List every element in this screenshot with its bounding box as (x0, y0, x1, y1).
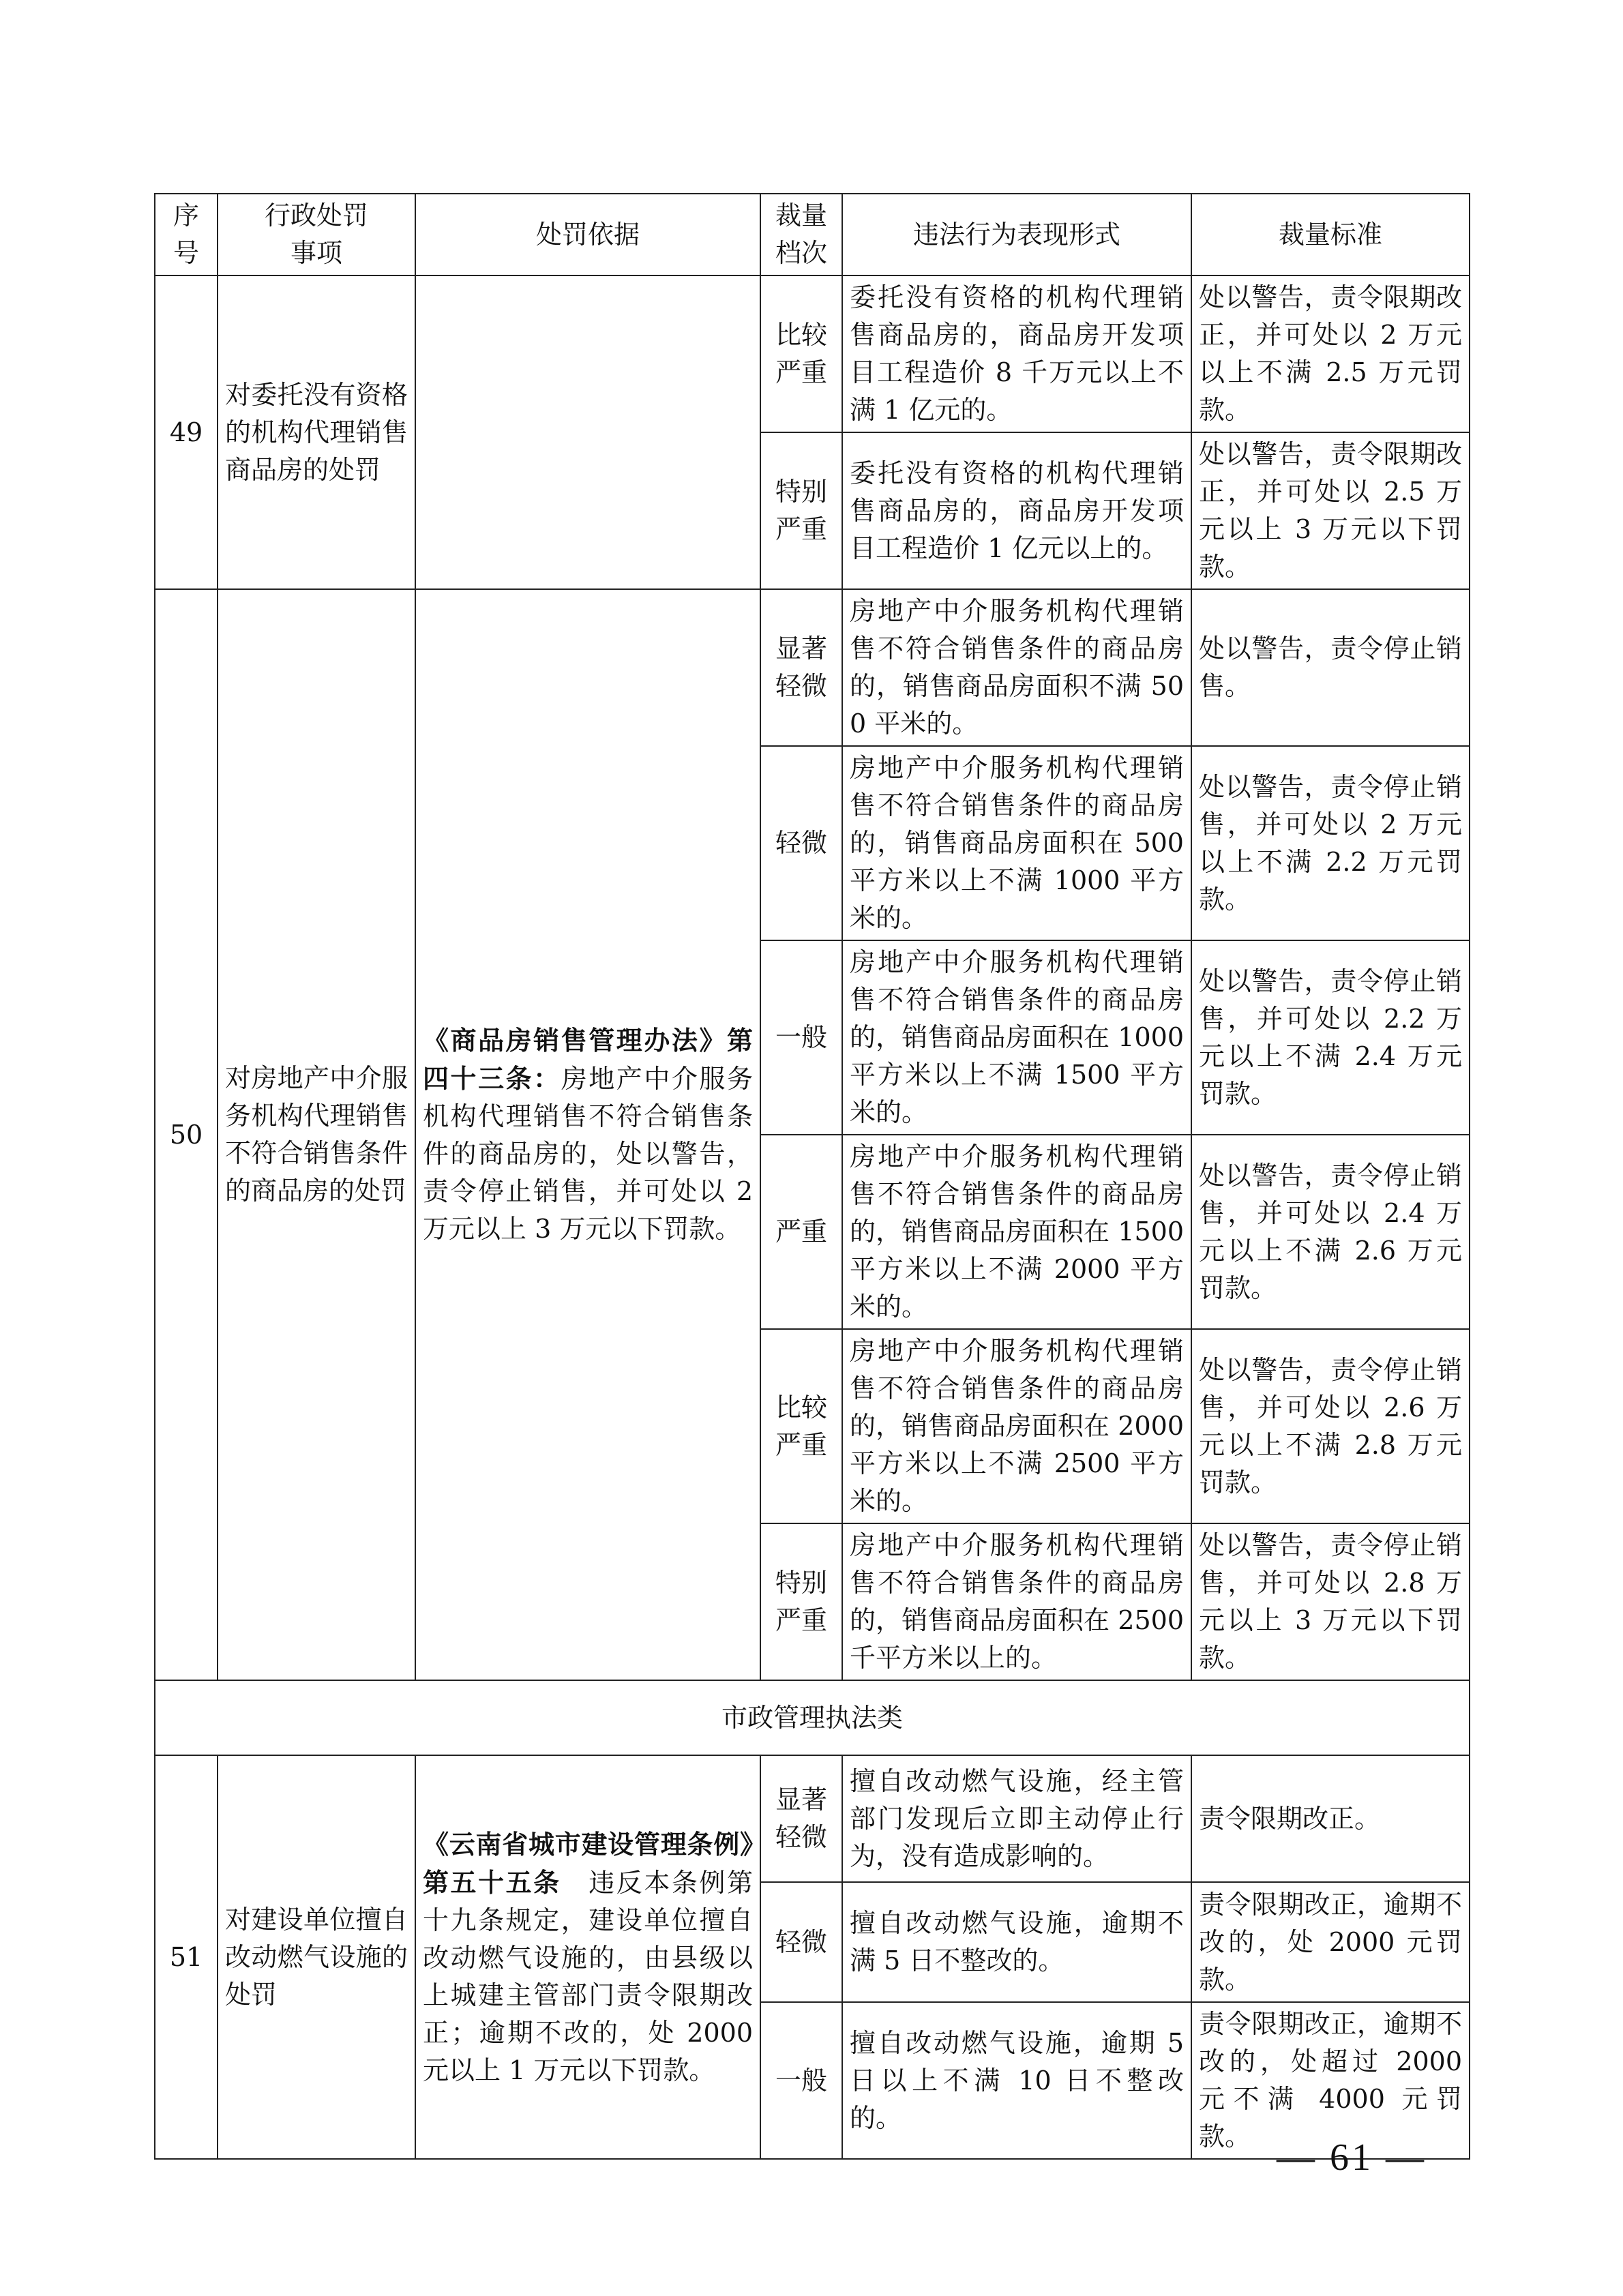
row-standard: 责令限期改正。 (1191, 1755, 1470, 1882)
row-level: 一般 (760, 2002, 842, 2159)
row-standard: 处以警告，责令停止销售，并可处以 2.6 万元以上不满 2.8 万元罚款。 (1191, 1329, 1470, 1523)
row-behavior: 房地产中介服务机构代理销售不符合销售条件的商品房的，销售商品房面积在 500 平方米以上不满 1000 平方米的。 (842, 746, 1191, 940)
row-item: 对委托没有资格的机构代理销售商品房的处罚 (218, 275, 415, 589)
row-level: 比较严重 (760, 275, 842, 432)
row-behavior: 房地产中介服务机构代理销售不符合销售条件的商品房的，销售商品房面积在 1000 平方米以上不满 1500 平方米的。 (842, 940, 1191, 1135)
row-level: 轻微 (760, 746, 842, 940)
row-behavior: 委托没有资格的机构代理销售商品房的，商品房开发项目工程造价 8 千万元以上不满 1 亿元的。 (842, 275, 1191, 432)
row-standard: 处以警告，责令停止销售，并可处以 2.4 万元以上不满 2.6 万元罚款。 (1191, 1135, 1470, 1329)
row-no: 50 (155, 589, 218, 1680)
row-behavior: 房地产中介服务机构代理销售不符合销售条件的商品房的，销售商品房面积在 2500 千平方米以上的。 (842, 1523, 1191, 1680)
basis-text: 房地产中介服务机构代理销售不符合销售条件的商品房的，处以警告，责令停止销售，并可处以 2 万元以上 3 万元以下罚款。 (423, 1064, 753, 1244)
header-standard: 裁量标准 (1191, 194, 1470, 275)
row-standard: 处以警告，责令停止销售，并可处以 2 万元以上不满 2.2 万元罚款。 (1191, 746, 1470, 940)
row-behavior: 擅自改动燃气设施，逾期 5 日以上不满 10 日不整改的。 (842, 2002, 1191, 2159)
table-row (155, 275, 1470, 432)
row-standard: 责令限期改正，逾期不改的，处超过 2000 元不满 4000 元罚款。 (1191, 2002, 1470, 2159)
row-behavior: 擅自改动燃气设施，逾期不满 5 日不整改的。 (842, 1882, 1191, 2002)
table-row (155, 589, 1470, 746)
basis-text: 违反本条例第十九条规定，建设单位擅自改动燃气设施的，由县级以上城建主管部门责令限期改正；逾期不改的，处 2000 元以上 1 万元以下罚款。 (423, 1867, 753, 2085)
row-standard: 处以警告，责令限期改正，并可处以 2.5 万元以上 3 万元以下罚款。 (1191, 432, 1470, 589)
row-level: 显著轻微 (760, 589, 842, 746)
section-row (155, 1680, 1470, 1755)
row-level: 比较严重 (760, 1329, 842, 1523)
row-standard: 处以警告，责令停止销售，并可处以 2.8 万元以上 3 万元以下罚款。 (1191, 1523, 1470, 1680)
row-standard: 责令限期改正，逾期不改的，处 2000 元罚款。 (1191, 1882, 1470, 2002)
section-title: 市政管理执法类 (155, 1680, 1470, 1755)
row-basis (415, 275, 760, 589)
row-level: 显著轻微 (760, 1755, 842, 1882)
basis-title: 《云南省城市建设管理条例》第五十五条 (423, 1828, 753, 1898)
row-standard: 处以警告，责令停止销售，并可处以 2.2 万元以上不满 2.4 万元罚款。 (1191, 940, 1470, 1135)
basis-title: 《商品房销售管理办法》第四十三条： (423, 1025, 753, 1094)
row-behavior: 委托没有资格的机构代理销售商品房的，商品房开发项目工程造价 1 亿元以上的。 (842, 432, 1191, 589)
row-behavior: 房地产中介服务机构代理销售不符合销售条件的商品房的，销售商品房面积在 2000 平方米以上不满 2500 平方米的。 (842, 1329, 1191, 1523)
row-item: 对建设单位擅自改动燃气设施的处罚 (218, 1755, 415, 2159)
row-no: 49 (155, 275, 218, 589)
row-basis (415, 589, 760, 1680)
row-behavior: 擅自改动燃气设施，经主管部门发现后立即主动停止行为，没有造成影响的。 (842, 1755, 1191, 1882)
penalty-table (154, 193, 1470, 2160)
row-level: 特别严重 (760, 1523, 842, 1680)
row-level: 一般 (760, 940, 842, 1135)
table-header-row (155, 194, 1470, 275)
row-no: 51 (155, 1755, 218, 2159)
row-level: 特别严重 (760, 432, 842, 589)
row-item: 对房地产中介服务机构代理销售不符合销售条件的商品房的处罚 (218, 589, 415, 1680)
row-level: 轻微 (760, 1882, 842, 2002)
row-behavior: 房地产中介服务机构代理销售不符合销售条件的商品房的，销售商品房面积不满 500 平米的。 (842, 589, 1191, 746)
table-row (155, 1755, 1470, 1882)
header-behavior: 违法行为表现形式 (842, 194, 1191, 275)
row-standard: 处以警告，责令限期改正，并可处以 2 万元以上不满 2.5 万元罚款。 (1191, 275, 1470, 432)
header-level: 裁量 档次 (760, 194, 842, 275)
header-basis: 处罚依据 (415, 194, 760, 275)
header-no: 序号 (155, 194, 218, 275)
row-standard: 处以警告，责令停止销售。 (1191, 589, 1470, 746)
page-number: — 61 — (1277, 2136, 1427, 2179)
row-basis (415, 1755, 760, 2159)
header-item: 行政处罚 事项 (218, 194, 415, 275)
row-behavior: 房地产中介服务机构代理销售不符合销售条件的商品房的，销售商品房面积在 1500 平方米以上不满 2000 平方米的。 (842, 1135, 1191, 1329)
row-level: 严重 (760, 1135, 842, 1329)
